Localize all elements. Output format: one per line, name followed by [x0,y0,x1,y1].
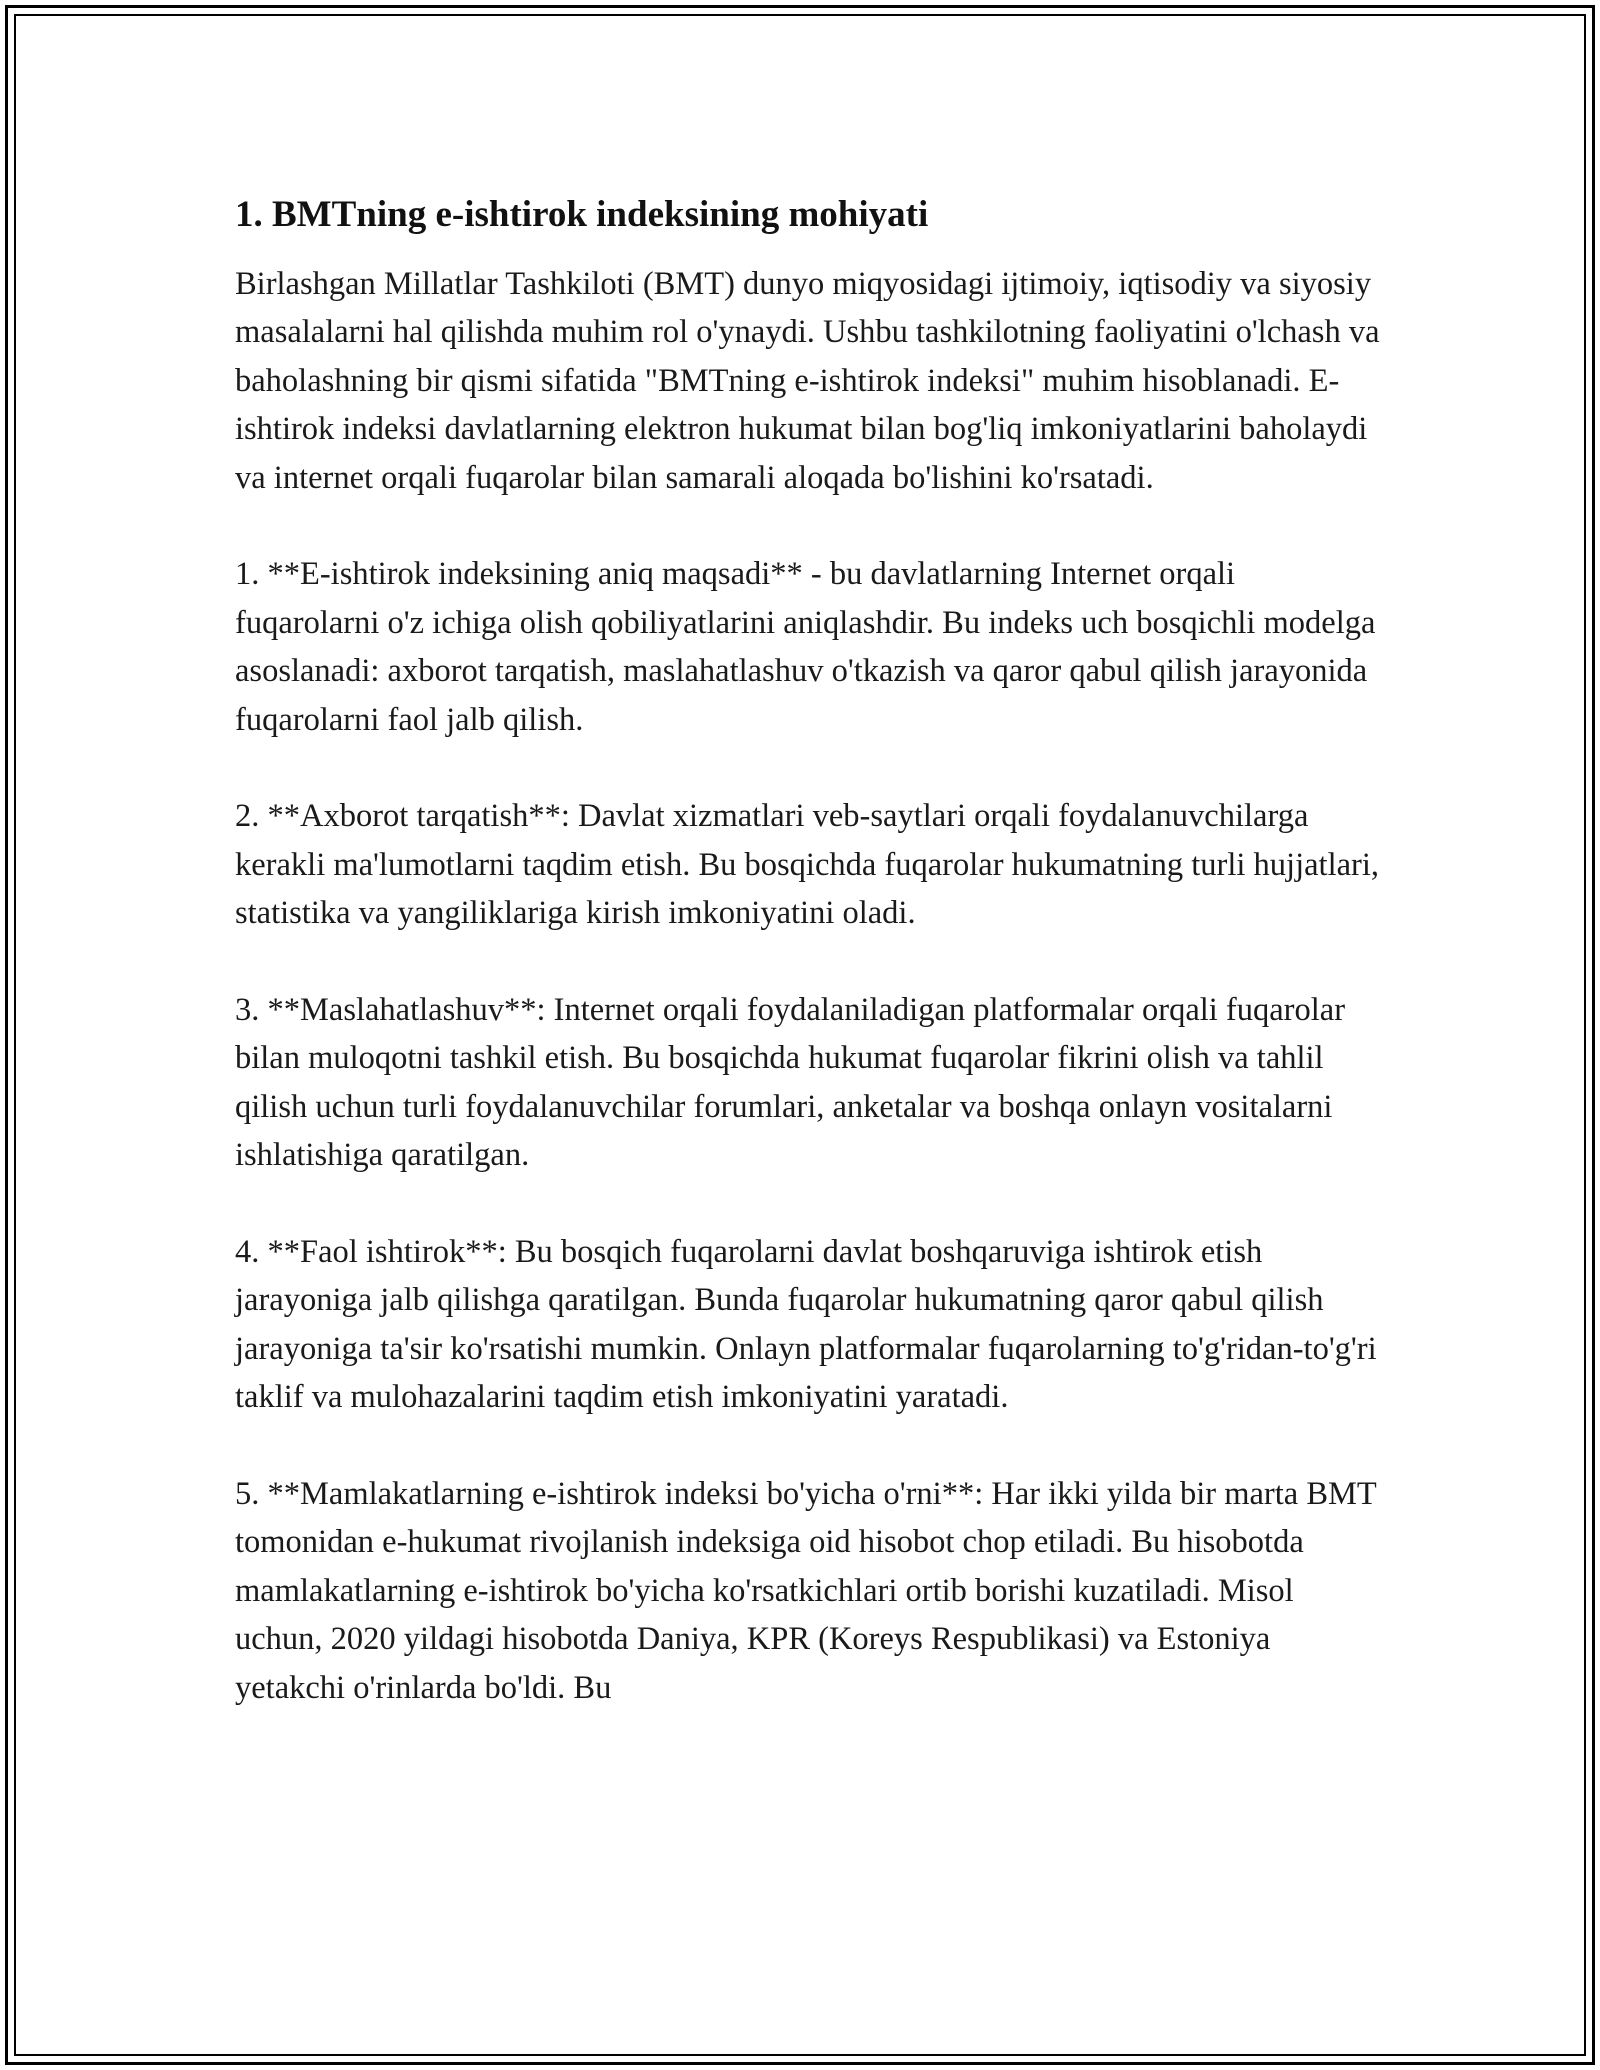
document-heading: 1. BMTning e-ishtirok indeksining mohiyati [235,194,929,235]
list-item-5-paragraph: 5. **Mamlakatlarning e-ishtirok indeksi bo'yicha o'rni**: Har ikki yilda bir marta BMT tomonidan e-hukumat rivojlanish indeksiga oid hisobot chop etiladi. Bu hisobotda mamlakatlarning e-ishtirok bo'yicha ko'rsatkichlari ortib borishi kuzatiladi. Misol uchun, 2020 yildagi hisobotda Daniya, KPR (Koreys Respublikasi) va Estoniya yetakchi o'rinlarda bo'ldi. Bu [235,1476,1377,1706]
document-body [235,188,1385,1712]
list-item-3-paragraph: 3. **Maslahatlashuv**: Internet orqali foydalaniladigan platformalar orqali fuqarolar bilan muloqotni tashkil etish. Bu bosqichda hukumat fuqarolar fikrini olish va tahlil qilish uchun turli foydalanuvchilar forumlari, anketalar va boshqa onlayn vositalarni ishlatishiga qaratilgan. [235,992,1346,1174]
list-item-2-paragraph: 2. **Axborot tarqatish**: Davlat xizmatlari veb-saytlari orqali foydalanuvchilarga kerakli ma'lumotlarni taqdim etish. Bu bosqichda fuqarolar hukumatning turli hujjatlari, statistika va yangiliklariga kirish imkoniyatini oladi. [235,798,1380,932]
list-item-4-paragraph: 4. **Faol ishtirok**: Bu bosqich fuqarolarni davlat boshqaruviga ishtirok etish jarayoniga jalb qilishga qaratilgan. Bunda fuqarolar hukumatning qaror qabul qilish jarayoniga ta'sir ko'rsatishi mumkin. Onlayn platformalar fuqarolarning to'g'ridan-to'g'ri taklif va mulohazalarini taqdim etish imkoniyatini yaratadi. [235,1234,1377,1416]
list-item-1-paragraph: 1. **E-ishtirok indeksining aniq maqsadi** - bu davlatlarning Internet orqali fuqarolarni o'z ichiga olish qobiliyatlarini aniqlashdir. Bu indeks uch bosqichli modelga asoslanadi: axborot tarqatish, maslahatlashuv o'tkazish va qaror qabul qilish jarayonida fuqarolarni faol jalb qilish. [235,556,1376,738]
intro-paragraph: Birlashgan Millatlar Tashkiloti (BMT) dunyo miqyosidagi ijtimoiy, iqtisodiy va siyosiy masalalarni hal qilishda muhim rol o'ynaydi. Ushbu tashkilotning faoliyatini o'lchash va baholashning bir qismi sifatida "BMTning e-ishtirok indeksi" muhim hisoblanadi. E-ishtirok indeksi davlatlarning elektron hukumat bilan bog'liq imkoniyatlarini baholaydi va internet orqali fuqarolar bilan samarali aloqada bo'lishini ko'rsatadi. [235,266,1380,496]
